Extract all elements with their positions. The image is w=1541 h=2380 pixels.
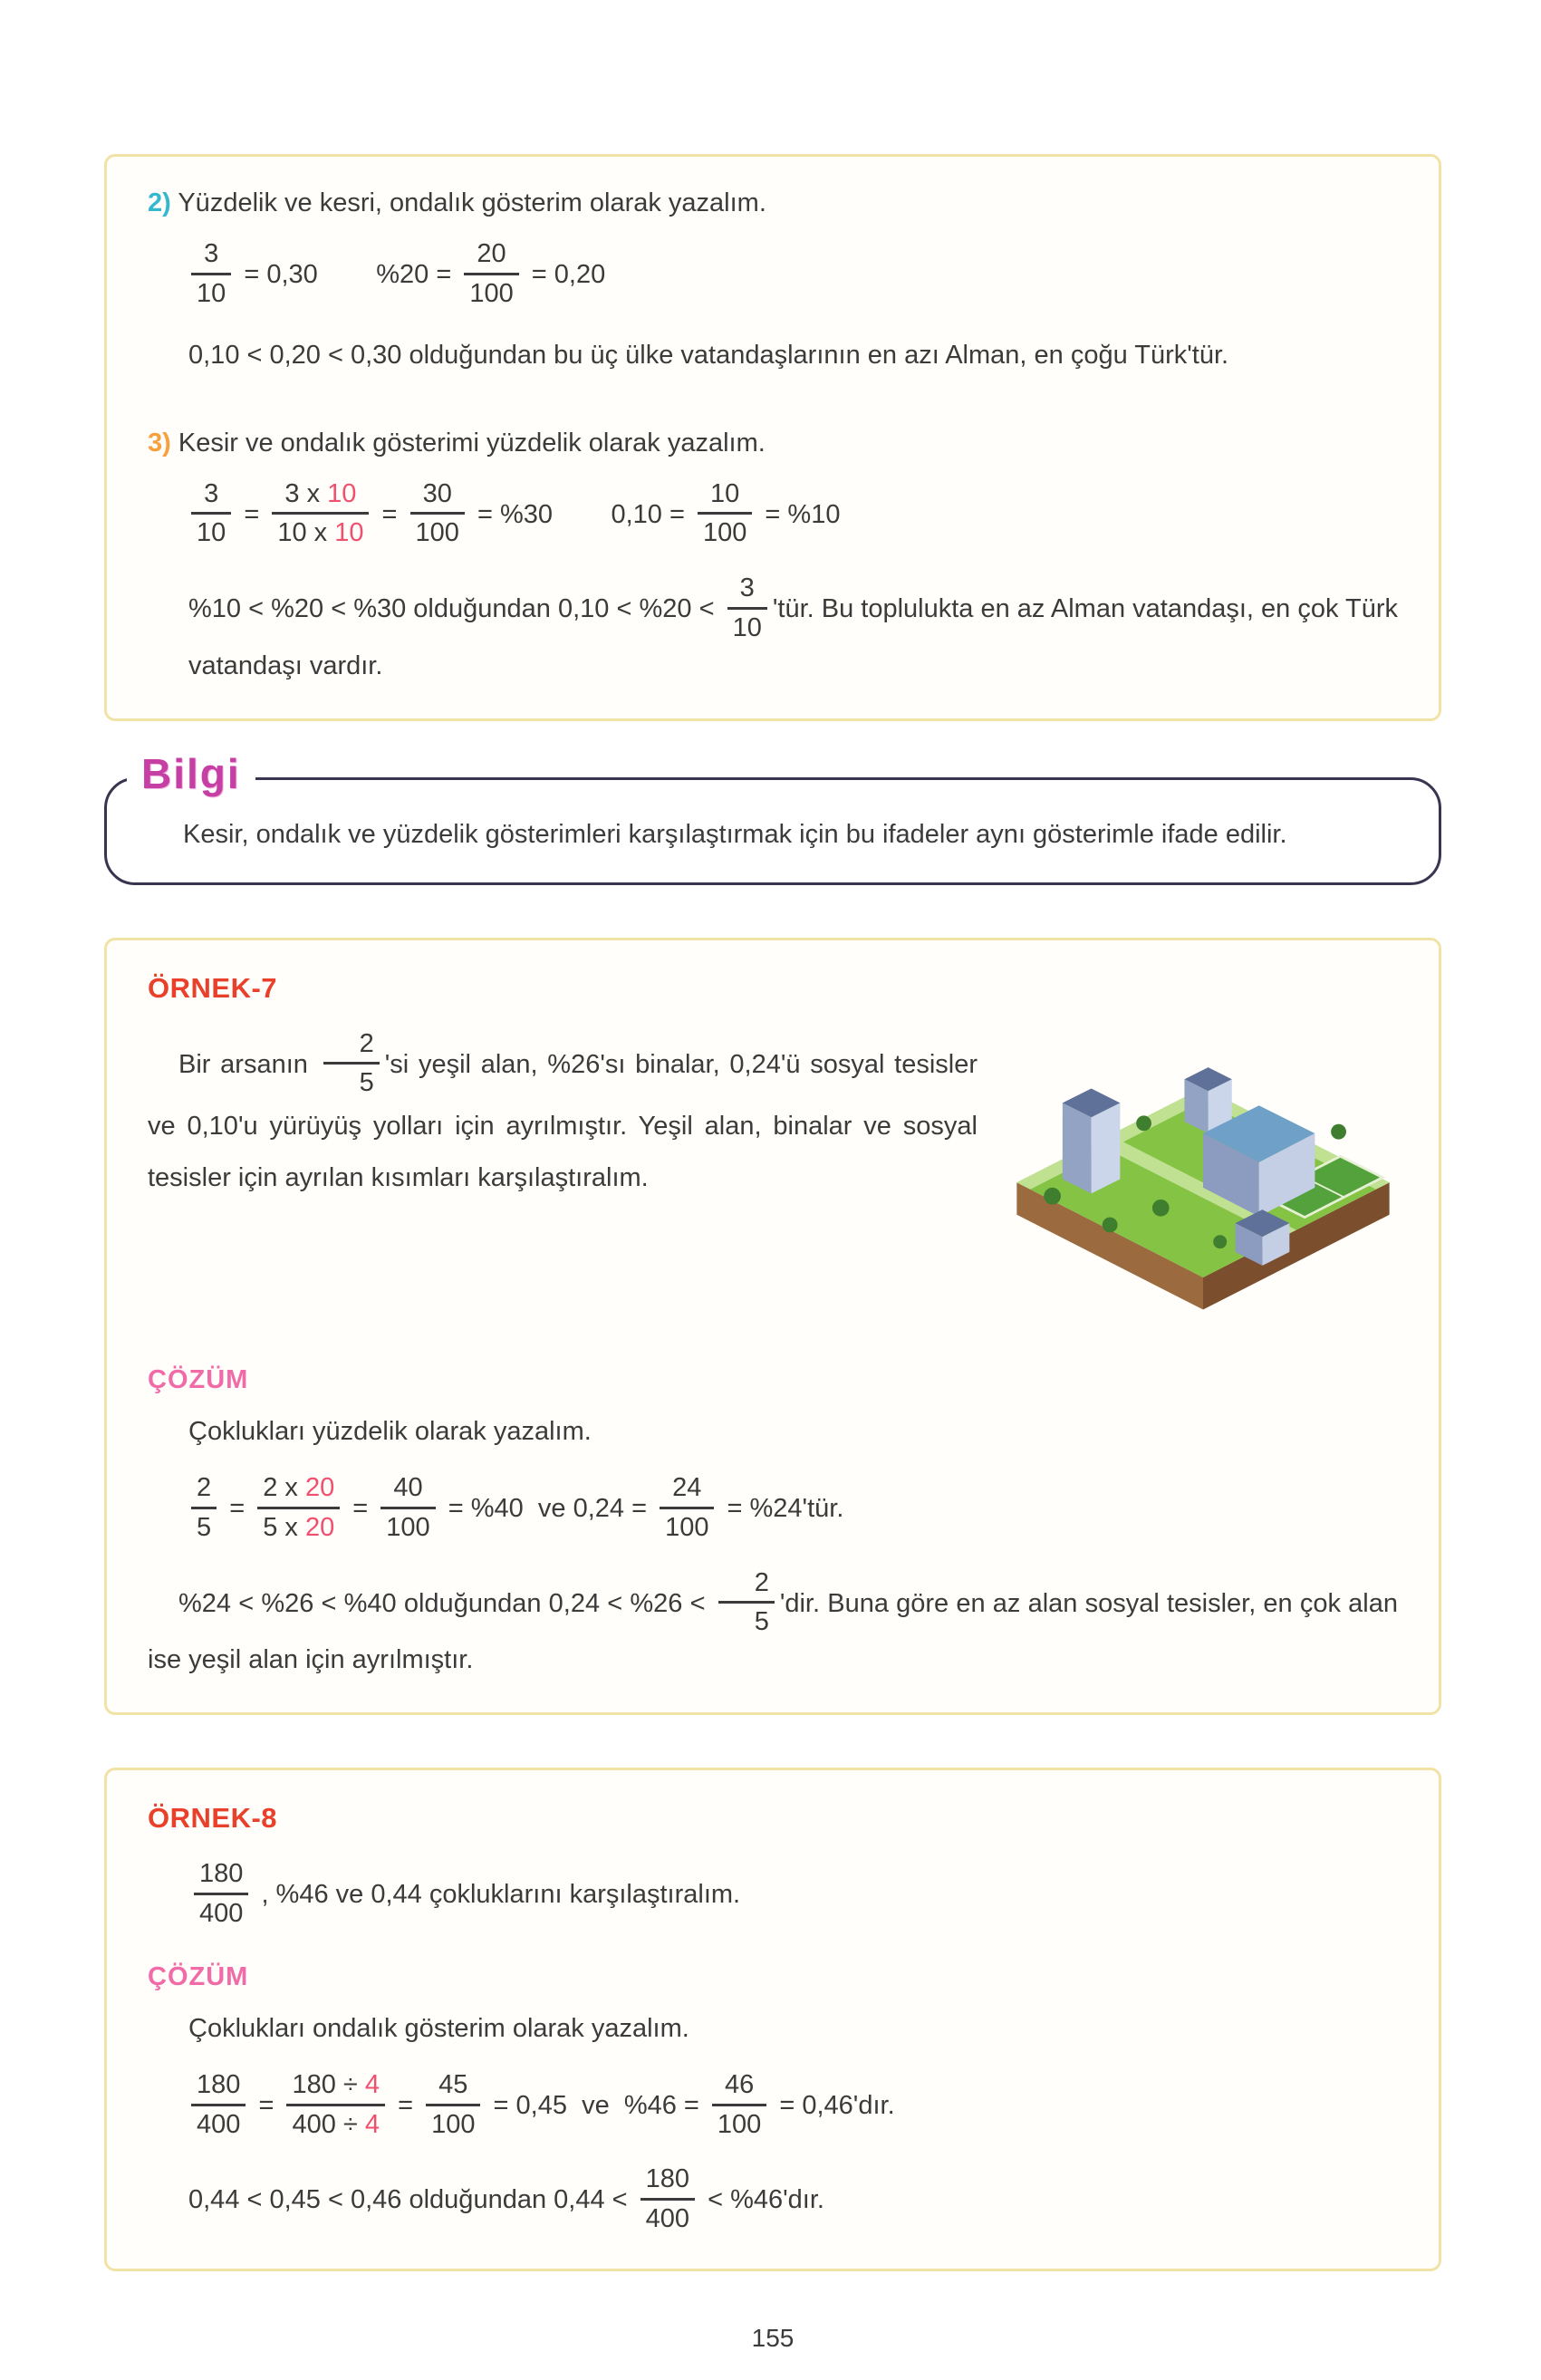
ornek-8-conclusion: 0,44 < 0,45 < 0,46 olduğundan 0,44 < $\frac{180}{400}$ < %46'dır. (188, 2164, 824, 2234)
ornek-7-header: ÖRNEK-7 (148, 971, 278, 1004)
item-spacer (148, 376, 1398, 429)
item-2-conclusion: 0,10 < 0,20 < 0,30 olduğundan bu üç ülke vatandaşlarının en azı Alman, en çoğu Türk'tür. (188, 340, 1229, 370)
isometric-land-drawing (1008, 1030, 1398, 1335)
solution-item-2 (148, 188, 1398, 376)
ornek-8-math: $\frac{180}{400}$ = $\frac{180 \div 4}{400 \div 4}$ = $\frac{45}{100}$ = 0,45 ve %46 = $\frac{46}{100}$ = 0,46'dır. (148, 2071, 1398, 2143)
item-3-math: $\frac{3}{10}$ = $\frac{3 x 10}{10 x 10}$ = $\frac{30}{100}$ = %30 0,10 = $\frac{10}{100}$ = %10 (148, 480, 1398, 552)
solution-item-3 (148, 429, 1398, 687)
bilgi-label: Bilgi (127, 749, 255, 798)
ornek-8-step-text: Çoklukları ondalık gösterim olarak yazalım. (188, 2013, 689, 2043)
ornek-7-problem-row (148, 1030, 1398, 1335)
ornek-7-box (104, 938, 1441, 1716)
bilgi-text: Kesir, ondalık ve yüzdelik gösterimleri karşılaştırmak için bu ifadeler aynı gösterimle ifade edilir. (183, 819, 1287, 849)
solution-item-2-title (148, 188, 1398, 218)
bilgi-box (104, 749, 1441, 885)
ornek-7-step-text: Çoklukları yüzdelik olarak yazalım. (188, 1417, 592, 1447)
item-number-3: 3) (148, 428, 171, 458)
solution-item-3-title (148, 429, 1398, 458)
ornek-8-header: ÖRNEK-8 (148, 1802, 278, 1835)
ornek-7-conclusion: %24 < %26 < %40 olduğundan 0,24 < %26 < $\frac{2}{5}$ 'dir. Buna göre en az alan sosyal tesisler, en çok alan ise yeşil alan için ayrılmıştır. (148, 1567, 1398, 1675)
ornek-7-math: $\frac{2}{5}$ = $\frac{2 x 20}{5 x 20}$ = $\frac{40}{100}$ = %40 ve 0,24 = $\frac{24}{100}$ = %24'tür. (148, 1474, 1398, 1546)
item-number-2: 2) (148, 188, 171, 217)
item-2-math: $\frac{3}{10}$ = 0,30 %20 = $\frac{20}{100}$ = 0,20 (148, 240, 1398, 312)
ornek-8-problem-text: $\frac{180}{400}$ , %46 ve 0,44 çokluklarını karşılaştıralım. (148, 1860, 1398, 1932)
page-number: 155 (751, 2323, 795, 2352)
item-2-title-text: Yüzdelik ve kesri, ondalık gösterim olarak yazalım. (178, 188, 766, 217)
solution-box (104, 154, 1441, 721)
land-plot-illustration (1008, 1030, 1398, 1335)
item-3-conclusion: %10 < %20 < %30 olduğundan 0,10 < %20 < $\frac{3}{10}$ 'tür. Bu toplulukta en az Alman vatandaşı, en çok Türk vatandaşı vardır. (188, 573, 1399, 680)
ornek-8-cozum-label: ÇÖZÜM (148, 1961, 249, 1991)
item-3-title-text: Kesir ve ondalık gösterimi yüzdelik olarak yazalım. (178, 428, 766, 458)
ornek-7-problem-text: Bir arsanın $\frac{2}{5}$ 'si yeşil alan, %26'sı binalar, 0,24'ü sosyal tesisler ve 0,10'u yürüyüş yolları için ayrılmıştır. Yeşil alan, binalar ve sosyal tesisler için ayrılan kısımları karşılaştıralım. (148, 1028, 978, 1192)
ornek-7-cozum-label: ÇÖZÜM (148, 1365, 249, 1395)
